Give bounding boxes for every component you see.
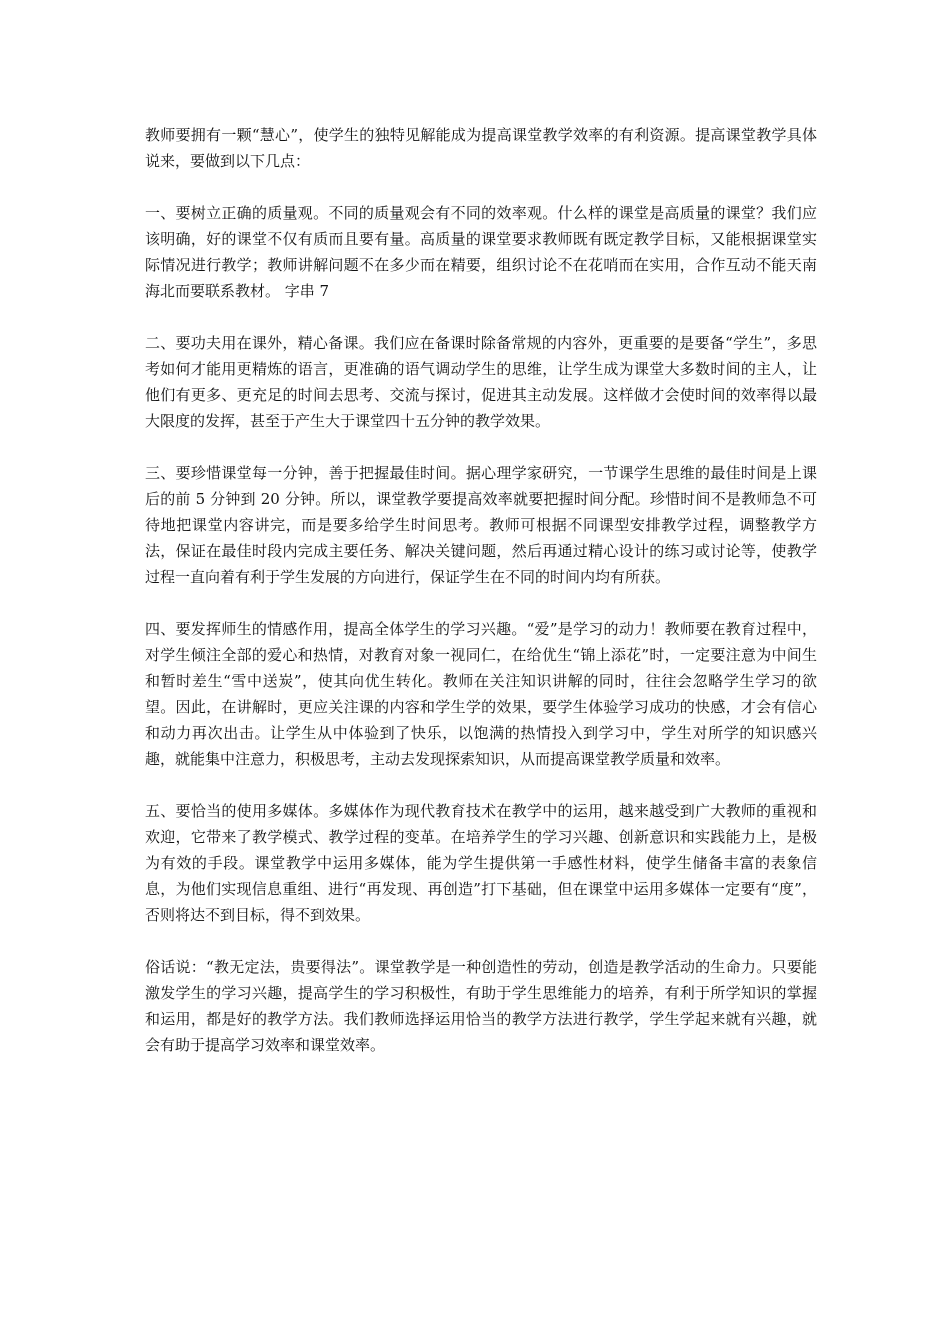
conclusion-paragraph: 俗话说：“教无定法，贵要得法”。课堂教学是一种创造性的劳动，创造是教学活动的生命力。只要能激发学生的学习兴趣，提高学生的学习积极性，有助于学生思维能力的培养，有利于所学知识的掌握和运用，都是好的教学方法。我们教师选择运用恰当的教学方法进行教学，学生学起来就有兴趣，就会有助于提高学习效率和课堂效率。 — [145, 958, 817, 1054]
document-body — [145, 122, 817, 1084]
point-1-paragraph: 一、要树立正确的质量观。不同的质量观会有不同的效率观。什么样的课堂是高质量的课堂？我们应该明确，好的课堂不仅有质而且要有量。高质量的课堂要求教师既有既定教学目标，又能根据课堂实际情况进行教学；教师讲解问题不在多少而在精要，组织讨论不在花哨而在实用，合作互动不能天南海北而要联系教材。 字串 7 — [145, 204, 817, 300]
point-5-paragraph: 五、要恰当的使用多媒体。多媒体作为现代教育技术在教学中的运用，越来越受到广大教师的重视和欢迎，它带来了教学模式、教学过程的变革。在培养学生的学习兴趣、创新意识和实践能力上，是极为有效的手段。课堂教学中运用多媒体，能为学生提供第一手感性材料，使学生储备丰富的表象信息，为他们实现信息重组、进行“再发现、再创造”打下基础，但在课堂中运用多媒体一定要有“度”， 否则将达不到目标，得不到效果。 — [145, 802, 817, 924]
point-3-paragraph: 三、要珍惜课堂每一分钟，善于把握最佳时间。据心理学家研究，一节课学生思维的最佳时间是上课后的前 5 分钟到 20 分钟。所以，课堂教学要提高效率就要把握时间分配。珍惜时间不是教师急不可待地把课堂内容讲完，而是要多给学生时间思考。教师可根据不同课型安排教学过程，调整教学方法，保证在最佳时段内完成主要任务、解决关键问题，然后再通过精心设计的练习或讨论等，使教学过程一直向着有利于学生发展的方向进行，保证学生在不同的时间内均有所获。 — [145, 464, 817, 586]
point-4-paragraph: 四、要发挥师生的情感作用，提高全体学生的学习兴趣。“爱”是学习的动力！教师要在教育过程中，对学生倾注全部的爱心和热情，对教育对象一视同仁，在给优生“锦上添花”时，一定要注意为中间生和暂时差生“雪中送炭”，使其向优生转化。教师在关注知识讲解的同时，往往会忽略学生学习的欲望。因此，在讲解时，更应关注课的内容和学生学的效果，要学生体验学习成功的快感，才会有信心和动力再次出击。让学生从中体验到了快乐，以饱满的热情投入到学习中，学生对所学的知识感兴趣，就能集中注意力，积极思考，主动去发现探索知识，从而提高课堂教学质量和效率。 — [145, 620, 817, 768]
point-2-paragraph: 二、要功夫用在课外，精心备课。我们应在备课时除备常规的内容外，更重要的是要备“学生”，多思考如何才能用更精炼的语言，更准确的语气调动学生的思维，让学生成为课堂大多数时间的主人，让他们有更多、更充足的时间去思考、交流与探讨，促进其主动发展。这样做才会使时间的效率得以最大限度的发挥，甚至于产生大于课堂四十五分钟的教学效果。 — [145, 334, 817, 430]
intro-paragraph: 教师要拥有一颗“慧心”，使学生的独特见解能成为提高课堂教学效率的有利资源。提高课堂教学具体说来，要做到以下几点： — [145, 126, 817, 170]
